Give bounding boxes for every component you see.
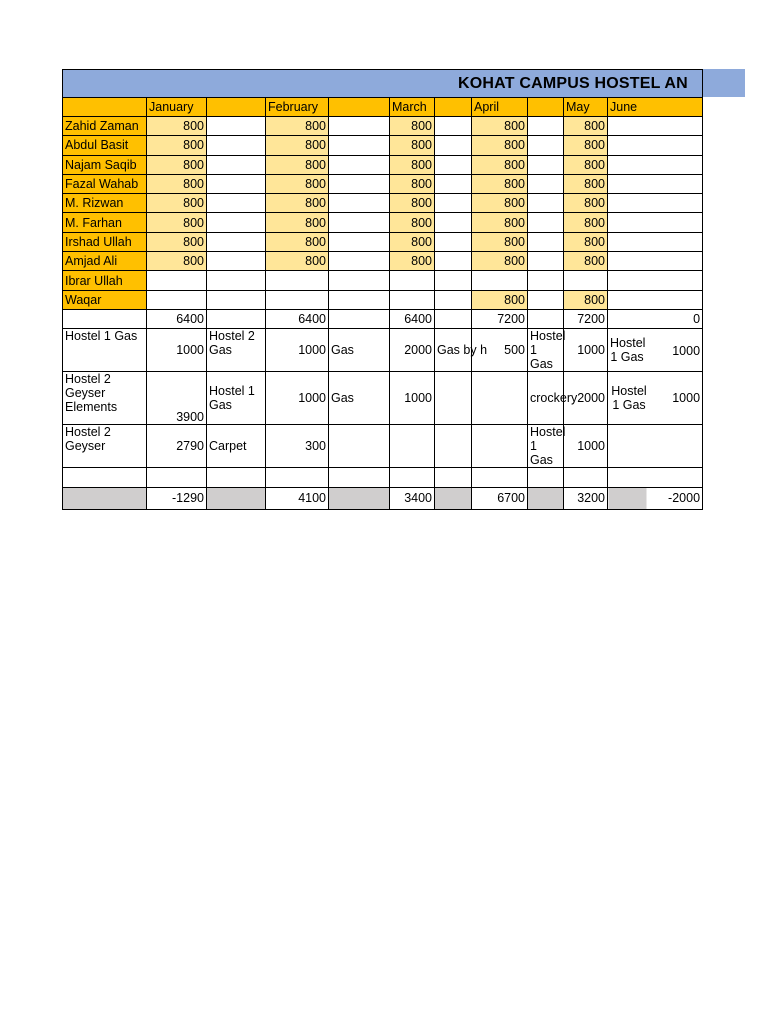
blank-cell[interactable]	[329, 271, 390, 290]
expense-label[interactable]: Hostel 1 Gas	[63, 329, 147, 372]
title-row	[63, 70, 703, 98]
header-blank[interactable]	[435, 98, 472, 117]
expense-label[interactable]: Hostel 1 Gas	[528, 425, 564, 468]
member-name[interactable]: Irshad Ullah	[63, 232, 147, 251]
payment-cell[interactable]: 800	[390, 155, 435, 174]
member-row	[63, 213, 703, 232]
payment-cell[interactable]: 800	[266, 155, 329, 174]
blank-cell[interactable]	[528, 290, 564, 309]
expense-cell-june[interactable]	[608, 329, 703, 372]
blank-cell[interactable]	[329, 425, 390, 468]
blank-cell[interactable]	[608, 425, 703, 468]
expense-amount[interactable]: 2000	[390, 329, 435, 372]
payment-cell[interactable]: 800	[147, 136, 207, 155]
header-blank[interactable]	[63, 98, 147, 117]
balance-label[interactable]	[63, 487, 147, 509]
expense-label[interactable]: Gas by h	[435, 329, 472, 372]
payment-cell[interactable]: 800	[564, 117, 608, 136]
blank-cell[interactable]	[608, 155, 703, 174]
blank-cell[interactable]	[207, 271, 266, 290]
header-blank[interactable]	[207, 98, 266, 117]
payment-cell[interactable]: 800	[266, 136, 329, 155]
month-header[interactable]: May	[564, 98, 608, 117]
header-blank[interactable]	[528, 98, 564, 117]
blank-cell[interactable]	[435, 468, 472, 487]
blank-cell[interactable]	[435, 213, 472, 232]
expense-label[interactable]: Hostel 2 Geyser	[63, 425, 147, 468]
blank-cell[interactable]	[329, 213, 390, 232]
blank-cell[interactable]	[329, 174, 390, 193]
balance-spacer[interactable]	[528, 487, 564, 509]
payment-cell[interactable]: 800	[390, 232, 435, 251]
blank-cell[interactable]	[608, 117, 703, 136]
payment-cell[interactable]: 800	[472, 155, 528, 174]
member-name[interactable]: M. Farhan	[63, 213, 147, 232]
expense-amount: 1000	[672, 391, 701, 406]
hostel-ledger-table	[62, 69, 703, 510]
expense-amount[interactable]: 300	[266, 425, 329, 468]
payment-cell[interactable]: 800	[147, 213, 207, 232]
payment-cell[interactable]	[564, 271, 608, 290]
blank-cell[interactable]	[63, 468, 147, 487]
blank-cell[interactable]	[207, 117, 266, 136]
payment-cell[interactable]: 800	[147, 232, 207, 251]
payment-cell[interactable]: 800	[564, 136, 608, 155]
blank-cell[interactable]	[390, 468, 435, 487]
expense-amount[interactable]: 1000	[266, 372, 329, 425]
blank-cell[interactable]	[207, 232, 266, 251]
total-cell[interactable]: 7200	[564, 309, 608, 328]
payment-cell[interactable]: 800	[472, 136, 528, 155]
month-header[interactable]: February	[266, 98, 329, 117]
member-name[interactable]: Ibrar Ullah	[63, 271, 147, 290]
spreadsheet	[62, 69, 701, 510]
expense-label[interactable]: Hostel 2 Gas	[207, 329, 266, 372]
payment-cell[interactable]: 800	[266, 232, 329, 251]
payment-cell[interactable]: 800	[147, 155, 207, 174]
member-row	[63, 136, 703, 155]
member-name[interactable]: Amjad Ali	[63, 252, 147, 271]
payment-cell[interactable]: 800	[266, 252, 329, 271]
payment-cell[interactable]	[266, 271, 329, 290]
payment-cell[interactable]	[266, 290, 329, 309]
balance-cell[interactable]: 3200	[564, 487, 608, 509]
balance-cell[interactable]: 3400	[390, 487, 435, 509]
payment-cell[interactable]: 800	[564, 174, 608, 193]
payment-cell[interactable]: 800	[266, 117, 329, 136]
payment-cell[interactable]	[147, 271, 207, 290]
payment-cell[interactable]: 800	[390, 252, 435, 271]
member-row	[63, 155, 703, 174]
member-row	[63, 117, 703, 136]
payment-cell[interactable]: 800	[147, 194, 207, 213]
total-cell[interactable]: 6400	[390, 309, 435, 328]
payment-cell[interactable]: 800	[266, 174, 329, 193]
blank-cell[interactable]	[528, 117, 564, 136]
blank-cell[interactable]	[435, 271, 472, 290]
blank-cell[interactable]	[528, 174, 564, 193]
payment-cell[interactable]	[147, 290, 207, 309]
blank-cell[interactable]	[329, 194, 390, 213]
blank-cell[interactable]	[472, 372, 528, 425]
payment-cell[interactable]: 800	[564, 290, 608, 309]
blank-cell[interactable]	[608, 213, 703, 232]
expense-label[interactable]: Carpet	[207, 425, 266, 468]
expense-label[interactable]: Gas	[329, 329, 390, 372]
payment-cell[interactable]	[390, 271, 435, 290]
payment-cell[interactable]: 800	[472, 232, 528, 251]
expense-amount[interactable]: 1000	[390, 372, 435, 425]
member-name[interactable]: Fazal Wahab	[63, 174, 147, 193]
payment-cell[interactable]: 800	[266, 194, 329, 213]
blank-cell[interactable]	[435, 194, 472, 213]
expense-amount: 1000	[672, 344, 701, 359]
payment-cell[interactable]: 800	[390, 194, 435, 213]
blank-cell[interactable]	[608, 194, 703, 213]
payment-cell[interactable]: 800	[564, 194, 608, 213]
payment-cell[interactable]	[390, 290, 435, 309]
member-row	[63, 290, 703, 309]
blank-cell[interactable]	[207, 290, 266, 309]
payment-cell[interactable]: 800	[390, 213, 435, 232]
blank-cell[interactable]	[329, 309, 390, 328]
payment-cell[interactable]: 800	[564, 252, 608, 271]
blank-cell[interactable]	[608, 290, 703, 309]
blank-cell[interactable]	[608, 136, 703, 155]
payment-cell[interactable]: 800	[390, 117, 435, 136]
expense-amount[interactable]: 1000	[266, 329, 329, 372]
spacer-row	[63, 468, 703, 487]
expense-label[interactable]: Hostel 1 Gas	[207, 372, 266, 425]
blank-cell[interactable]	[528, 213, 564, 232]
payment-cell[interactable]: 800	[147, 174, 207, 193]
blank-cell[interactable]	[207, 174, 266, 193]
payment-cell[interactable]: 800	[472, 194, 528, 213]
expense-amount[interactable]: 2000	[564, 372, 608, 425]
total-cell[interactable]: 6400	[266, 309, 329, 328]
blank-cell[interactable]	[207, 468, 266, 487]
member-row	[63, 232, 703, 251]
blank-cell[interactable]	[435, 155, 472, 174]
month-header[interactable]: June	[608, 98, 703, 117]
payment-cell[interactable]: 800	[564, 155, 608, 174]
payment-cell[interactable]	[472, 271, 528, 290]
expense-amount[interactable]: 1000	[147, 329, 207, 372]
blank-cell[interactable]	[329, 252, 390, 271]
blank-cell[interactable]	[329, 155, 390, 174]
blank-cell[interactable]	[435, 174, 472, 193]
expense-label[interactable]: Hostel 1 Gas	[528, 329, 564, 372]
blank-cell[interactable]	[435, 372, 472, 425]
balance-spacer[interactable]	[329, 487, 390, 509]
expense-amount[interactable]: 1000	[564, 329, 608, 372]
blank-cell[interactable]	[435, 136, 472, 155]
month-header[interactable]: March	[390, 98, 435, 117]
blank-cell[interactable]	[608, 252, 703, 271]
expense-label[interactable]: Gas	[329, 372, 390, 425]
payment-cell[interactable]: 800	[472, 174, 528, 193]
blank-cell[interactable]	[564, 468, 608, 487]
payment-cell[interactable]: 800	[472, 252, 528, 271]
blank-cell[interactable]	[435, 117, 472, 136]
blank-cell[interactable]	[608, 174, 703, 193]
blank-cell[interactable]	[329, 117, 390, 136]
month-header[interactable]: April	[472, 98, 528, 117]
payment-cell[interactable]: 800	[472, 117, 528, 136]
blank-cell[interactable]	[528, 252, 564, 271]
expense-label: Hostel 1 Gas	[611, 384, 647, 413]
member-row	[63, 194, 703, 213]
blank-cell[interactable]	[207, 213, 266, 232]
blank-cell[interactable]	[147, 468, 207, 487]
expense-label[interactable]: crockery	[528, 372, 564, 425]
totals-row	[63, 309, 703, 328]
blank-cell[interactable]	[528, 271, 564, 290]
payment-cell[interactable]: 800	[564, 232, 608, 251]
member-name[interactable]: Abdul Basit	[63, 136, 147, 155]
blank-cell[interactable]	[266, 468, 329, 487]
expense-label[interactable]: Hostel 2 Geyser Elements	[63, 372, 147, 425]
blank-cell[interactable]	[528, 309, 564, 328]
blank-cell[interactable]	[207, 252, 266, 271]
member-name[interactable]: Najam Saqib	[63, 155, 147, 174]
payment-cell[interactable]: 800	[472, 290, 528, 309]
payment-cell[interactable]: 800	[564, 213, 608, 232]
member-row	[63, 271, 703, 290]
blank-cell[interactable]	[608, 271, 703, 290]
total-cell[interactable]: 7200	[472, 309, 528, 328]
blank-cell[interactable]	[329, 468, 390, 487]
expense-amount[interactable]: 3900	[147, 372, 207, 425]
blank-cell[interactable]	[528, 136, 564, 155]
blank-cell[interactable]	[528, 468, 564, 487]
blank-cell[interactable]	[435, 290, 472, 309]
expense-amount[interactable]: 1000	[564, 425, 608, 468]
blank-cell[interactable]	[207, 155, 266, 174]
expense-cell-june[interactable]	[608, 372, 703, 425]
blank-cell[interactable]	[207, 194, 266, 213]
blank-cell[interactable]	[329, 232, 390, 251]
totals-label[interactable]	[63, 309, 147, 328]
blank-cell[interactable]	[472, 425, 528, 468]
blank-cell[interactable]	[528, 232, 564, 251]
expense-amount[interactable]: 2790	[147, 425, 207, 468]
blank-cell[interactable]	[435, 309, 472, 328]
member-row	[63, 174, 703, 193]
header-blank[interactable]	[329, 98, 390, 117]
blank-cell[interactable]	[329, 290, 390, 309]
payment-cell[interactable]: 800	[147, 252, 207, 271]
blank-cell[interactable]	[608, 468, 703, 487]
balance-row	[63, 487, 703, 509]
blank-cell[interactable]	[329, 136, 390, 155]
balance-spacer[interactable]	[435, 487, 472, 509]
member-name[interactable]: Waqar	[63, 290, 147, 309]
balance-spacer[interactable]	[207, 487, 266, 509]
blank-cell[interactable]	[390, 425, 435, 468]
blank-cell[interactable]	[435, 232, 472, 251]
member-row	[63, 252, 703, 271]
blank-cell[interactable]	[472, 468, 528, 487]
blank-cell[interactable]	[528, 194, 564, 213]
payment-cell[interactable]: 800	[390, 136, 435, 155]
balance-cell[interactable]: -2000	[608, 487, 703, 509]
balance-cell[interactable]: 6700	[472, 487, 528, 509]
payment-cell[interactable]: 800	[266, 213, 329, 232]
payment-cell[interactable]: 800	[390, 174, 435, 193]
blank-cell[interactable]	[207, 136, 266, 155]
month-header-row	[63, 98, 703, 117]
blank-cell[interactable]	[528, 155, 564, 174]
balance-cell[interactable]: 4100	[266, 487, 329, 509]
sheet-title[interactable]: KOHAT CAMPUS HOSTEL AN	[63, 70, 703, 98]
total-cell[interactable]: 6400	[147, 309, 207, 328]
expense-row-2	[63, 372, 703, 425]
member-name[interactable]: Zahid Zaman	[63, 117, 147, 136]
member-name[interactable]: M. Rizwan	[63, 194, 147, 213]
month-header[interactable]: January	[147, 98, 207, 117]
expense-amount[interactable]: 500	[472, 329, 528, 372]
payment-cell[interactable]: 800	[147, 117, 207, 136]
balance-cell[interactable]: -1290	[147, 487, 207, 509]
blank-cell[interactable]	[435, 425, 472, 468]
blank-cell[interactable]	[435, 252, 472, 271]
expense-label: Hostel 1 Gas	[610, 336, 646, 365]
expense-row-1	[63, 329, 703, 372]
payment-cell[interactable]: 800	[472, 213, 528, 232]
blank-cell[interactable]	[207, 309, 266, 328]
member-rows	[63, 117, 703, 310]
blank-cell[interactable]	[608, 232, 703, 251]
total-cell[interactable]: 0	[608, 309, 703, 328]
expense-row-3	[63, 425, 703, 468]
